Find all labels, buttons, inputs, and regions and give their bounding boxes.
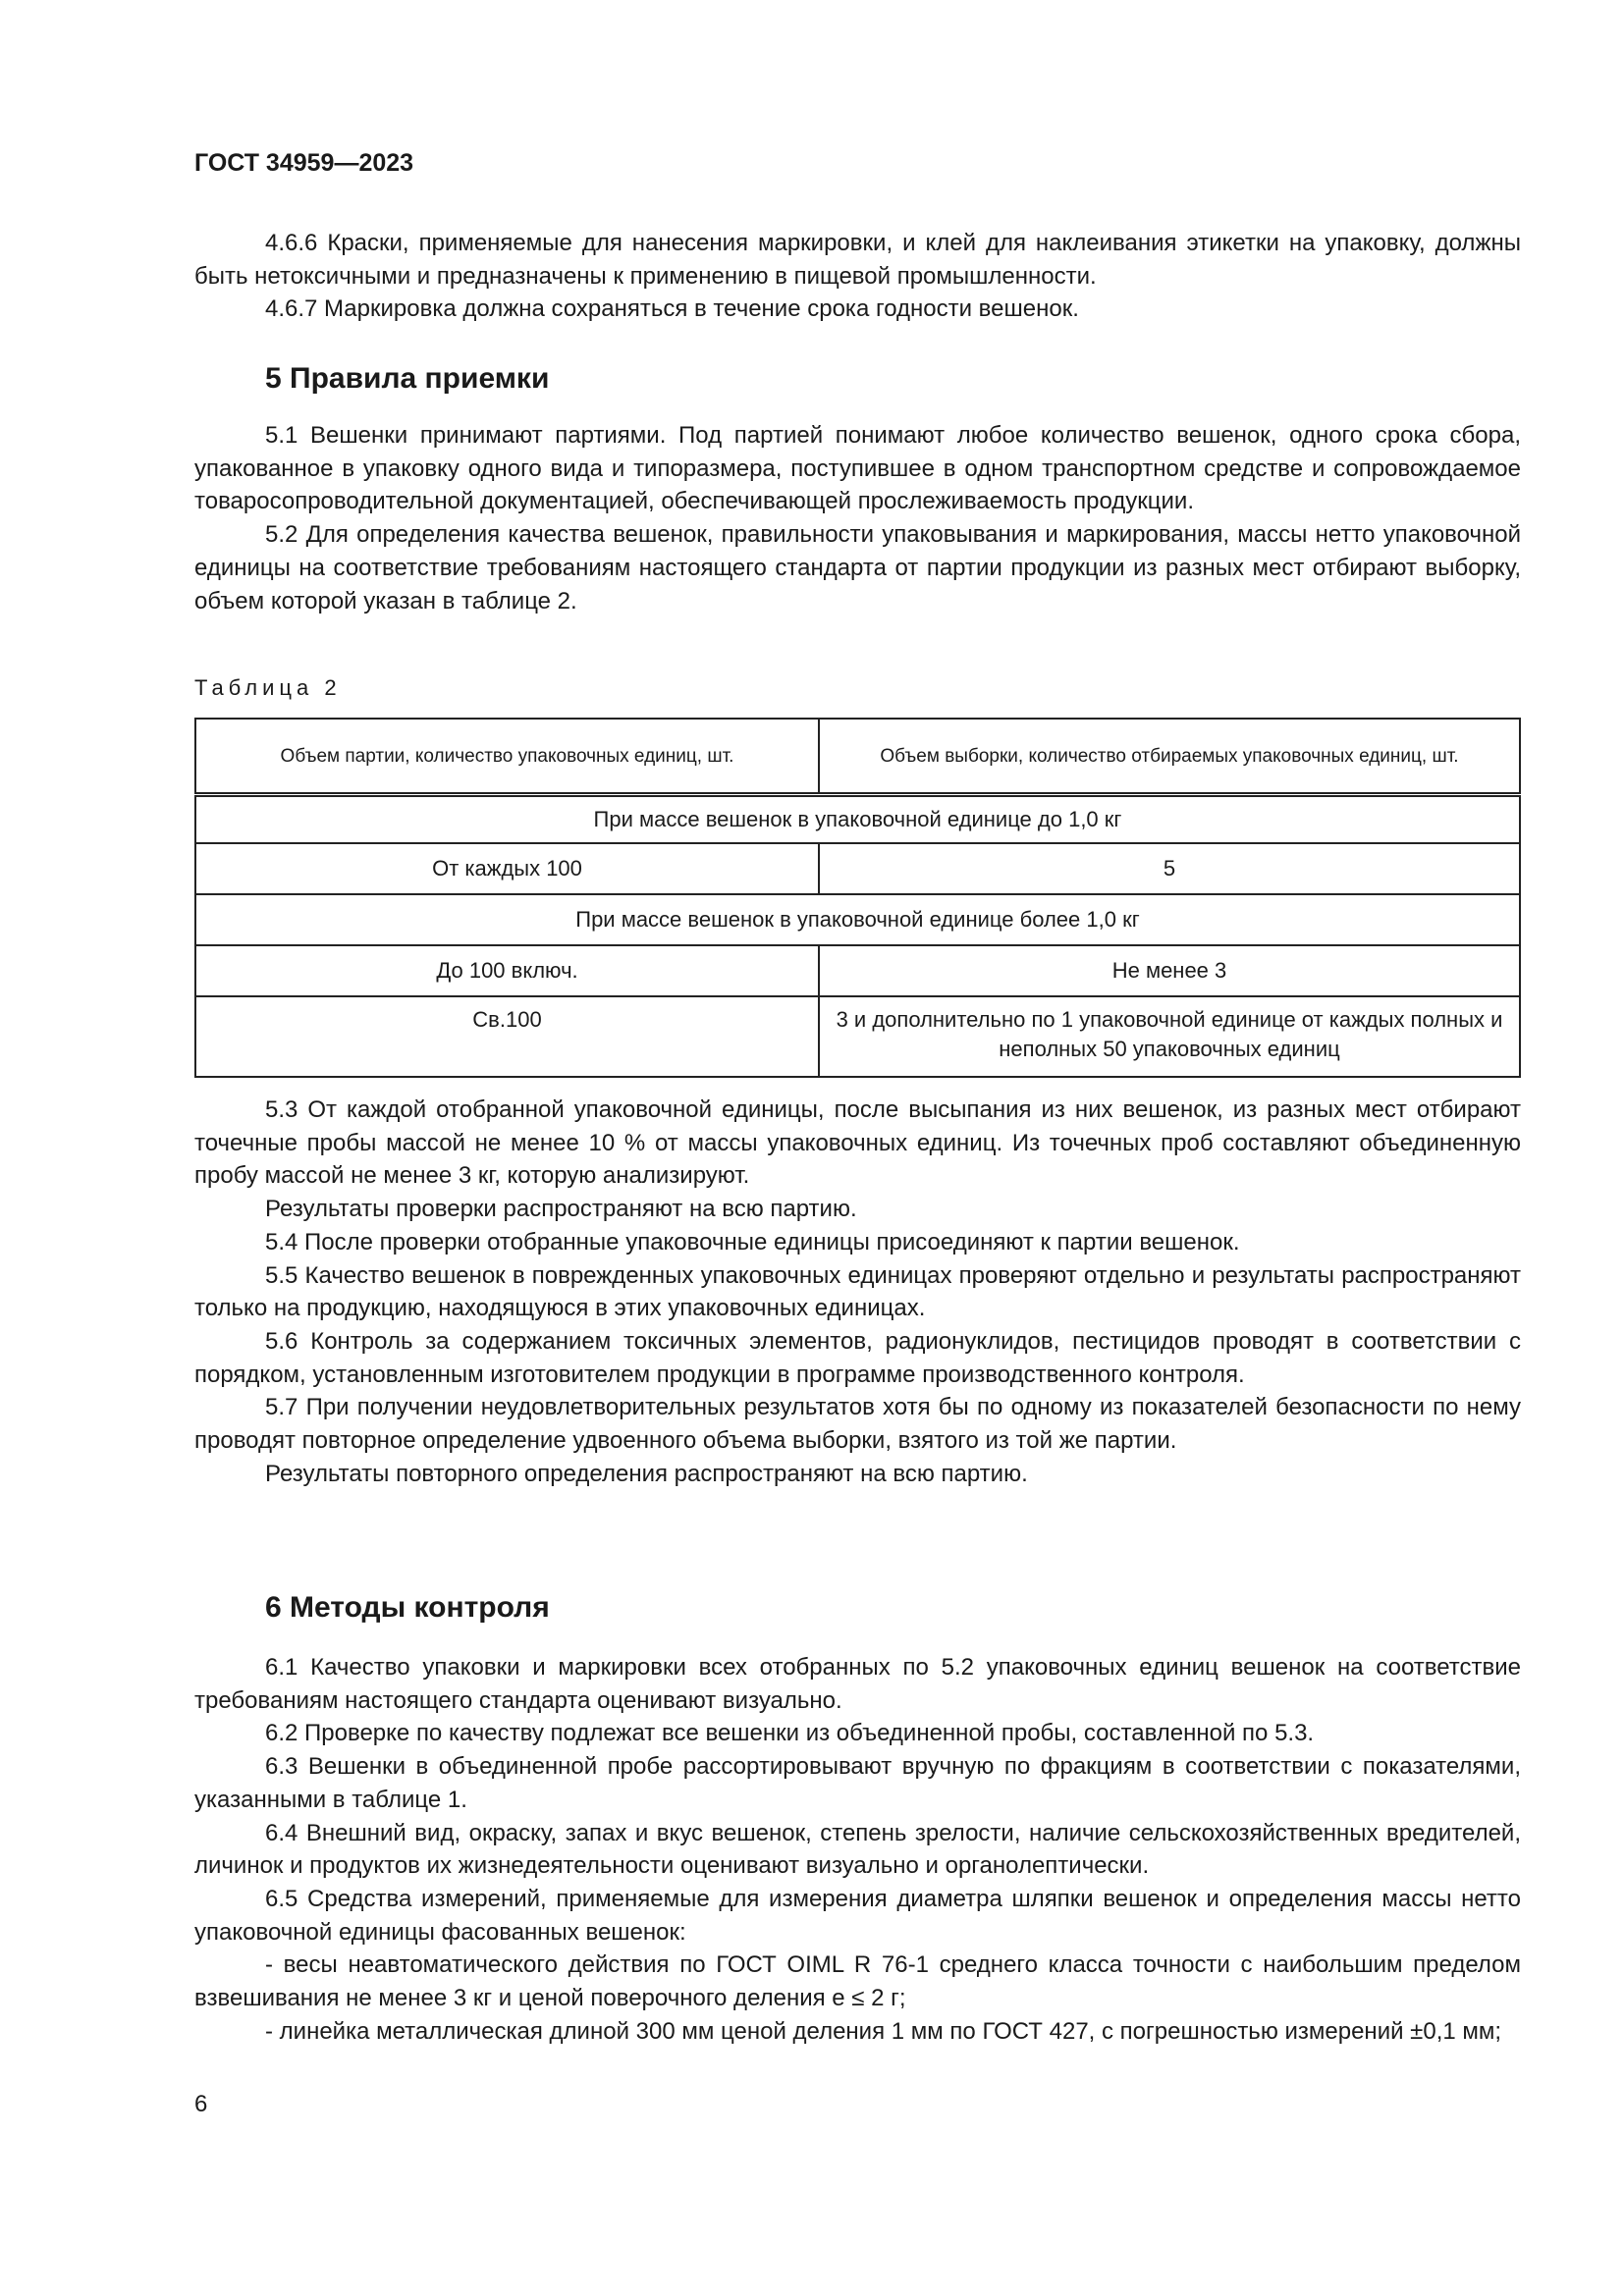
paragraph: 5.1 Вешенки принимают партиями. Под партией понимают любое количество вешенок, одного срока сбора, упакованное в упаковку одного вида и типоразмера, поступившее в одном транспортном средстве и сопровождаемое товаросопроводительной документацией, обеспечивающей прослеживаемость продукции. xyxy=(194,422,1521,515)
table-header-row xyxy=(195,719,1520,795)
section-heading: 5 Правила приемки xyxy=(265,362,550,395)
list-item: - весы неавтоматического действия по ГОСТ OIML R 76-1 среднего класса точности с наибольшим пределом взвешивания не менее 3 кг и ценой поверочного деления e ≤ 2 г; xyxy=(194,1951,1521,2012)
table-cell: До 100 включ. xyxy=(195,945,819,996)
table-row xyxy=(195,996,1520,1077)
section-6 xyxy=(194,1588,1521,2048)
paragraph: 6.2 Проверке по качеству подлежат все вешенки из объединенной пробы, составленной по 5.3. xyxy=(265,1720,1315,1747)
paragraph: 5.2 Для определения качества вешенок, правильности упаковывания и маркирования, массы нетто упаковочной единицы на соответствие требованиям настоящего стандарта от партии продукции из разных мест отбирают выборку, объем которой указан в таблице 2. xyxy=(194,521,1521,614)
paragraph: 6.5 Средства измерений, применяемые для измерения диаметра шляпки вешенок и определения массы нетто упаковочной единицы фасованных вешенок: xyxy=(194,1885,1521,1946)
page-number: 6 xyxy=(194,2091,208,2117)
table-group-row xyxy=(195,795,1520,844)
table-header-cell: Объем выборки, количество отбираемых упаковочных единиц, шт. xyxy=(819,719,1520,795)
table-group-cell: При массе вешенок в упаковочной единице до 1,0 кг xyxy=(195,795,1520,844)
paragraph: 4.6.6 Краски, применяемые для нанесения маркировки, и клей для наклеивания этикетки на упаковку, должны быть нетоксичными и предназначены к применению в пищевой промышленности. xyxy=(194,230,1521,290)
table-cell: Не менее 3 xyxy=(819,945,1520,996)
table-group-row xyxy=(195,894,1520,945)
table-cell: 5 xyxy=(819,843,1520,894)
paragraph: 6.4 Внешний вид, окраску, запах и вкус вешенок, степень зрелости, наличие сельскохозяйственных вредителей, личинок и продуктов их жизнедеятельности оценивают визуально и органолептически. xyxy=(194,1819,1521,1880)
paragraph: 5.4 После проверки отобранные упаковочные единицы присоединяют к партии вешенок. xyxy=(265,1228,1240,1255)
table-group-cell: При массе вешенок в упаковочной единице более 1,0 кг xyxy=(195,894,1520,945)
clause-4-6 xyxy=(194,227,1521,326)
paragraph: 5.5 Качество вешенок в поврежденных упаковочных единицах проверяют отдельно и результаты распространяют только на продукцию, находящуюся в этих упаковочных единицах. xyxy=(194,1261,1521,1322)
section-heading: 6 Методы контроля xyxy=(265,1591,550,1624)
table-row xyxy=(195,843,1520,894)
paragraph: 4.6.7 Маркировка должна сохраняться в течение срока годности вешенок. xyxy=(265,295,1079,323)
table-cell: 3 и дополнительно по 1 упаковочной единице от каждых полных и неполных 50 упаковочных единиц xyxy=(819,996,1520,1077)
section-5 xyxy=(194,359,1521,617)
document-header: ГОСТ 34959—2023 xyxy=(194,149,414,177)
table-cell: От каждых 100 xyxy=(195,843,819,894)
paragraph: 5.6 Контроль за содержанием токсичных элементов, радионуклидов, пестицидов проводят в соответствии с порядком, установленным изготовителем продукции в программе производственного контроля. xyxy=(194,1327,1521,1388)
paragraph: 6.3 Вешенки в объединенной пробе рассортировывают вручную по фракциям в соответствии с показателями, указанными в таблице 1. xyxy=(194,1753,1521,1813)
paragraph: 5.3 От каждой отобранной упаковочной единицы, после высыпания из них вешенок, из разных мест отбирают точечные пробы массой не менее 10 % от массы упаковочных единиц. Из точечных проб составляют объединенную пробу массой не менее 3 кг, которую анализируют. xyxy=(194,1096,1521,1190)
paragraph: Результаты повторного определения распространяют на всю партию. xyxy=(265,1460,1028,1487)
list-item: - линейка металлическая длиной 300 мм ценой деления 1 мм по ГОСТ 427, с погрешностью измерений ±0,1 мм; xyxy=(265,2017,1502,2045)
sample-size-table xyxy=(194,718,1521,1078)
paragraph: 6.1 Качество упаковки и маркировки всех отобранных по 5.2 упаковочных единиц вешенок на соответствие требованиям настоящего стандарта оценивают визуально. xyxy=(194,1654,1521,1714)
paragraph: 5.7 При получении неудовлетворительных результатов хотя бы по одному из показателей безопасности по нему проводят повторное определение удвоенного объема выборки, взятого из той же партии. xyxy=(194,1394,1521,1455)
table-cell: Св.100 xyxy=(195,996,819,1077)
clauses-5-3-to-5-7 xyxy=(194,1094,1521,1490)
table-caption: Таблица 2 xyxy=(194,675,342,700)
table-row xyxy=(195,945,1520,996)
table-header-cell: Объем партии, количество упаковочных единиц, шт. xyxy=(195,719,819,795)
paragraph: Результаты проверки распространяют на всю партию. xyxy=(265,1196,857,1223)
